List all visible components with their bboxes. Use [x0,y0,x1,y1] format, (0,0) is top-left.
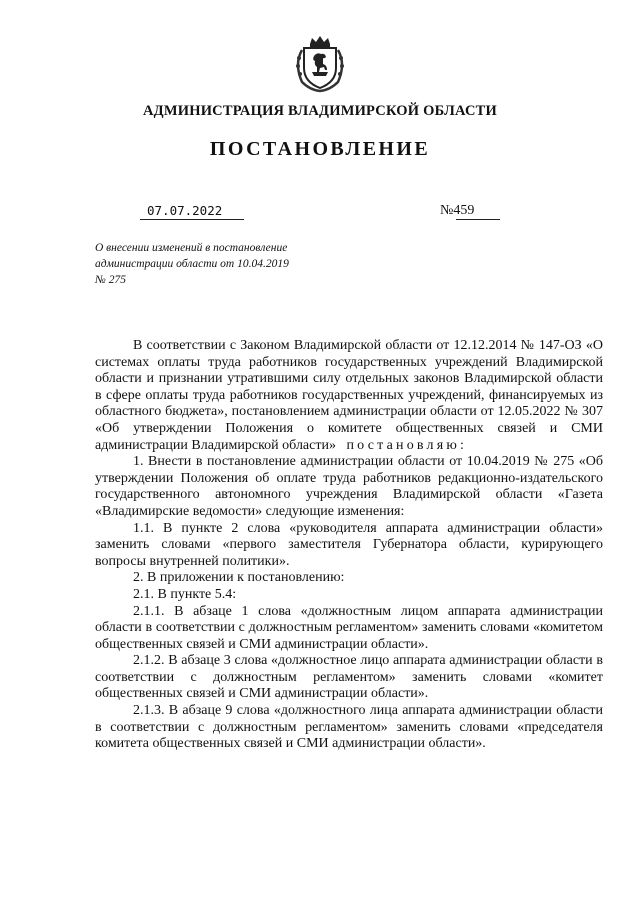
number-underline [456,219,500,220]
date-underline [140,219,244,220]
clause-2-1-3: 2.1.3. В абзаце 9 слова «должностного лица аппарата администрации области в соответствии с должностным регламентом» заменить словами «председателя комитета общественных связей и СМИ администрации области». [95,703,603,752]
clause-2: 2. В приложении к постановлению: [133,570,345,586]
preamble-text: В соответствии с Законом Владимирской области от 12.12.2014 № 147-ОЗ «О системах оплаты труда работников государственных учреждений Владимирской области и признании утратившими силу отдельных законов Владимирской области в сфере оплаты труда работников государственных учреждений, финансируемых из областного бюджета», постановлением администрации области от 12.05.2022 № 307 «Об утверждении Положения о комитете общественных связей и СМИ администрации Владимирской области» [95,338,603,453]
clause-2-1-2: 2.1.2. В абзаце 3 слова «должностное лицо аппарата администрации области в соответствии с должностным регламентом» заменить словами «комитет общественных связей и СМИ администрации области». [95,653,603,702]
coat-of-arms-icon [290,34,350,94]
organization-title: АДМИНИСТРАЦИЯ ВЛАДИМИРСКОЙ ОБЛАСТИ [143,103,497,119]
document-subject [95,240,335,288]
clause-1-1: 1.1. В пункте 2 слова «руководителя аппарата администрации области» заменить словами «первого заместителя Губернатора области, курирующего вопросы внутренней политики». [95,520,603,569]
clause-2-1: 2.1. В пункте 5.4: [133,586,237,602]
document-body [95,338,603,753]
document-date: 07.07.2022 [147,203,223,218]
preamble-paragraph [95,338,603,454]
document-number: №459 [440,203,475,218]
subject-line: № 275 [95,274,126,286]
resolve-word: постановляю: [346,437,468,453]
clause-1: 1. Внести в постановление администрации области от 10.04.2019 № 275 «Об утверждении Положения об оплате труда работников редакционно-издательского государственного автономного учреждения Владимирской области «Газета «Владимирские ведомости» следующие изменения: [95,454,603,519]
subject-line: О внесении изменений в постановление [95,242,288,254]
subject-line: администрации области от 10.04.2019 [95,258,289,270]
document-type: ПОСТАНОВЛЕНИЕ [209,138,431,160]
clause-2-1-1: 2.1.1. В абзаце 1 слова «должностным лицом аппарата администрации области в соответствии с должностным регламентом» заменить словами «комитетом общественных связей и СМИ администрации области». [95,603,603,652]
